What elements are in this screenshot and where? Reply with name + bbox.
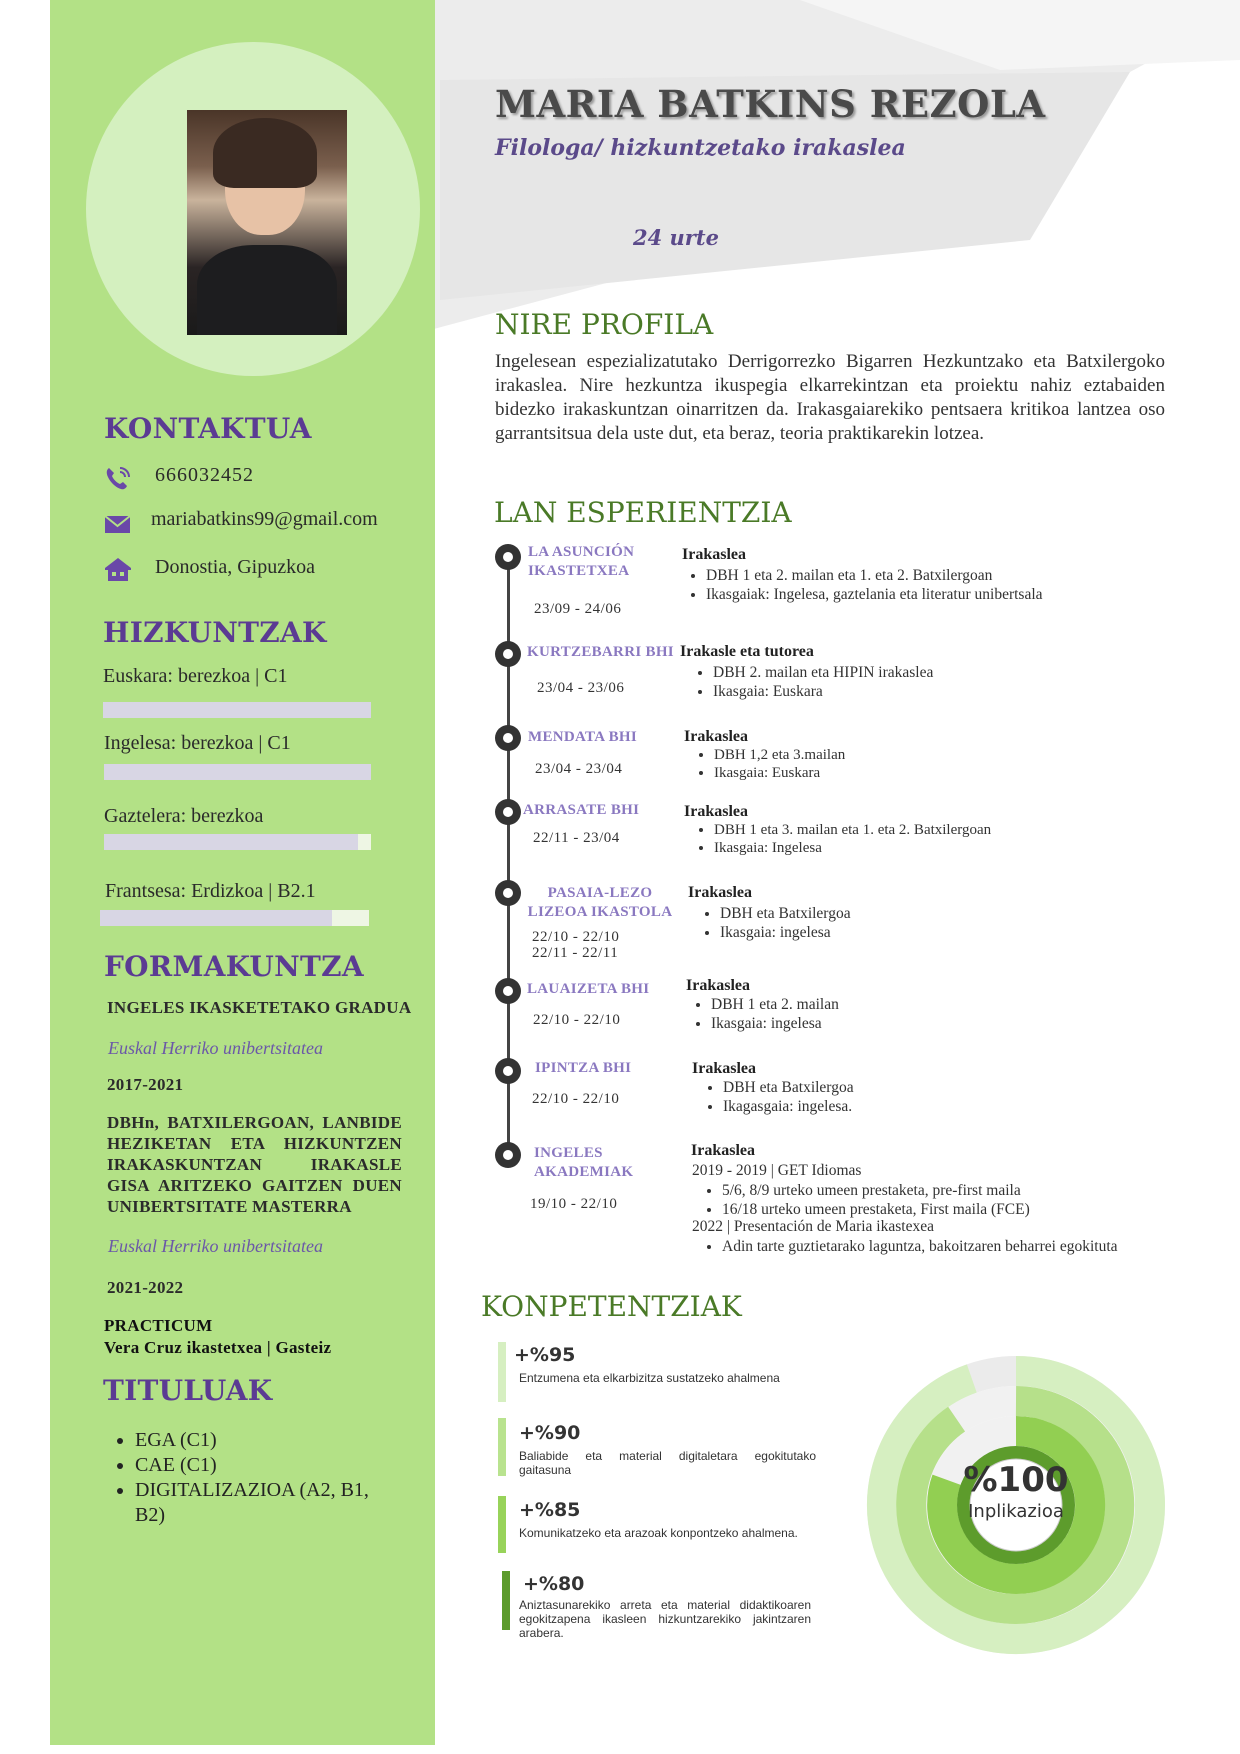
job-place: IPINTZA BHI [535,1060,632,1076]
languages-heading: HIZKUNTZAK [103,616,327,649]
job-place: PASAIA-LEZO LIZEOA IKASTOLA [527,885,673,920]
person-name: MARIA BATKINS REZOLA [495,82,1046,126]
job-bullets [694,1237,1162,1256]
job-dates: 23/04 - 23/04 [535,761,623,777]
skill-description: Komunikatzeko eta arazoak konpontzeko ahalmena. [519,1526,798,1540]
job-line: 2022 | Presentación de Maria ikastexea [692,1218,934,1235]
job-place: INGELES AKADEMIAK [534,1145,634,1180]
skill-bar [498,1342,506,1402]
timeline-dot [495,544,521,570]
job-role: Irakasle eta tutorea [680,643,814,660]
job-role: Irakaslea [688,884,752,901]
job-role: Irakaslea [684,728,748,745]
skill-description: Baliabide eta material digitaletara egokitutako gaitasuna [519,1449,816,1477]
job-title: Filologa/ hizkuntzetako irakaslea [495,135,906,161]
job-line: 2019 - 2019 | GET Idiomas [692,1162,862,1179]
job-bullet: • Ikasgaia: Ingelesa [714,839,1184,857]
avatar [187,110,347,335]
job-dates: 22/10 - 22/10 [533,1012,621,1028]
job-place: LAUAIZETA BHI [527,981,650,997]
job-role: Irakaslea [692,1060,756,1077]
job-bullet: • Ikasgaia: ingelesa [720,923,1180,942]
job-role: Irakaslea [682,546,746,563]
timeline-dot [495,641,521,667]
job-bullet: • Adin tarte guztietarako laguntza, bakoitzaren beharrei egokituta [722,1237,1162,1256]
job-bullet: • Ikasgaia: Euskara [713,682,1173,701]
phone-icon [103,464,133,492]
job-role: Irakaslea [684,803,748,820]
language-gaztelera: Gaztelera: berezkoa [104,805,264,827]
donut-value: %100 [963,1460,1069,1500]
job-place: MENDATA BHI [528,729,638,745]
job-dates: 23/09 - 24/06 [534,601,622,617]
job-bullet: • DBH 1,2 eta 3.mailan [714,746,1174,764]
school-1: Euskal Herriko unibertsitatea [108,1038,323,1058]
degree-1: INGELES IKASKETETAKO GRADUA [107,998,412,1017]
titles-list [107,1428,385,1528]
job-dates: 22/10 - 22/10 [532,929,620,945]
title-item: • EGA (C1) [135,1428,385,1453]
job-bullet: • DBH eta Batxilergoa [720,904,1180,923]
contact-heading: KONTAKTUA [104,412,312,445]
job-bullet: • 16/18 urteko umeen prestaketa, First maila (FCE) [722,1200,1182,1219]
language-bar-euskara [103,702,371,718]
profile-heading: NIRE PROFILA [495,308,714,341]
timeline-dot [495,1058,521,1084]
years-1: 2017-2021 [107,1075,184,1094]
skill-description: Aniztasunarekiko arreta eta material didaktikoaren egokitzapena ikasleen hizkuntzarekiko jakintzaren arabera. [519,1598,811,1640]
job-bullets [692,904,1180,942]
language-euskara: Euskara: berezkoa | C1 [103,665,288,687]
job-bullet: • Ikasgaia: ingelesa [711,1014,1171,1033]
job-bullet: • DBH 1 eta 3. mailan eta 1. eta 2. Batxilergoan [714,821,1184,839]
skill-percent: +%85 [519,1499,581,1521]
timeline-dot [495,1142,521,1168]
title-item: • CAE (C1) [135,1453,385,1478]
job-place: KURTZEBARRI BHI [527,644,674,660]
practicum-place: Vera Cruz ikastetxea | Gasteiz [104,1338,332,1357]
title-item: • DIGITALIZAZIOA (A2, B1, B2) [135,1478,385,1528]
job-bullet: • DBH eta Batxilergoa [723,1078,1183,1097]
job-dates: 19/10 - 22/10 [530,1196,618,1212]
degree-2: DBHn, BATXILERGOAN, LANBIDE HEZIKETAN ETA HIZKUNTZEN IRAKASKUNTZAN IRAKASLE GISA ARITZEKO GAITZEN DUEN UNIBERTSITATE MASTERRA [107,1113,402,1216]
skill-percent: +%95 [514,1344,576,1366]
job-bullets [694,1181,1182,1219]
job-bullets [686,821,1184,857]
profile-text: Ingelesean espezializatutako Derrigorrezko Bigarren Hezkuntzako eta Batxilergoko irakaslea. Nire hezkuntza ikuspegia elkarrekintzan eta proiektu nahiz eztabaiden bidezko irakaskuntzan oinarritzen da. Irakasgaiarekiko pentsaera kritikoa lantzea oso garrantsitsua dela uste dut, eta beraz, teoria praktikarekin lotzea. [495,351,1165,444]
job-bullet: • DBH 1 eta 2. mailan [711,995,1171,1014]
language-bar-gaztelera [104,834,358,850]
job-dates-2: 22/11 - 22/11 [532,945,619,961]
job-bullet: • DBH 1 eta 2. mailan eta 1. eta 2. Batxilergoan [706,566,1176,585]
mail-icon [103,510,133,538]
skill-percent: +%80 [523,1573,585,1595]
job-dates: 22/10 - 22/10 [532,1091,620,1107]
job-dates: 23/04 - 23/06 [537,680,625,696]
timeline-dot [495,978,521,1004]
job-bullet: • Ikagasgaia: ingelesa. [723,1097,1183,1116]
email-address[interactable]: mariabatkins99@gmail.com [151,508,378,530]
job-role: Irakaslea [691,1142,755,1159]
job-bullets [685,663,1173,701]
job-bullet: • 5/6, 8/9 urteko umeen prestaketa, pre-first maila [722,1181,1182,1200]
skills-heading: KONPETENTZIAK [481,1290,742,1323]
timeline-dot [495,880,521,906]
job-bullet: • DBH 2. mailan eta HIPIN irakaslea [713,663,1173,682]
job-place: LA ASUNCIÓN IKASTETXEA [528,544,635,579]
skill-bar [502,1571,510,1630]
age: 24 urte [633,225,719,250]
timeline-dot [495,799,521,825]
language-ingelesa: Ingelesa: berezkoa | C1 [104,732,291,754]
titles-heading: TITULUAK [103,1374,273,1407]
job-bullets [683,995,1171,1033]
education-heading: FORMAKUNTZA [104,950,364,983]
language-bar-ingelesa [104,764,371,780]
language-frantsesa: Frantsesa: Erdizkoa | B2.1 [105,880,316,902]
address: Donostia, Gipuzkoa [155,556,315,578]
skill-percent: +%90 [519,1422,581,1444]
job-role: Irakaslea [686,977,750,994]
job-dates: 22/11 - 23/04 [533,830,620,846]
job-bullet: • Ikasgaia: Euskara [714,764,1174,782]
experience-heading: LAN ESPERIENTZIA [494,496,792,529]
practicum-title: PRACTICUM [104,1316,213,1335]
home-icon [103,555,133,583]
language-bar-frantsesa [100,910,332,926]
skill-bar [498,1418,506,1476]
job-bullets [695,1078,1183,1116]
timeline-dot [495,725,521,751]
language-bar-gaztelera-rest [358,834,371,850]
job-bullet: • Ikasgaiak: Ingelesa, gaztelania eta literatur unibertsala [706,585,1176,604]
language-bar-frantsesa-rest [332,910,369,926]
donut-label: Inplikazioa [968,1501,1064,1522]
skill-description: Entzumena eta elkarbizitza sustatzeko ahalmena [519,1371,780,1385]
job-place: ARRASATE BHI [523,802,640,818]
years-2: 2021-2022 [107,1278,184,1297]
job-bullets [678,566,1176,604]
job-bullets [686,746,1174,782]
school-2: Euskal Herriko unibertsitatea [108,1236,323,1256]
phone-number[interactable]: 666032452 [155,464,254,486]
skill-bar [498,1496,506,1553]
sidebar [50,0,435,1745]
